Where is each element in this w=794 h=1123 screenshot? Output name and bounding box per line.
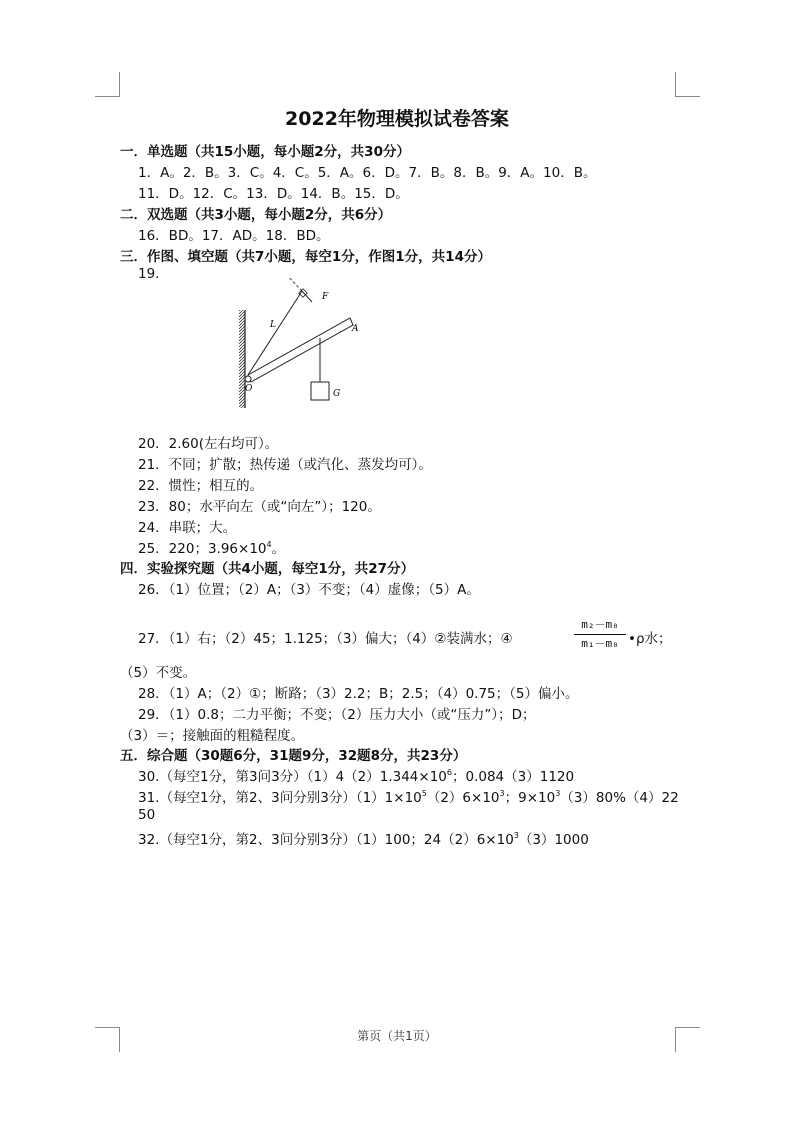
answers-11-15: 11．D。12．C。13．D。14．B。15．D。	[138, 186, 409, 202]
answer-21: 21．不同；扩散；热传递（或汽化、蒸发均可）。	[138, 457, 432, 473]
question-19-label: 19.	[138, 266, 160, 282]
answer-30	[138, 765, 574, 785]
answer-32-t1: 32.（每空1分，第2、3问分别3分）（1）100；24（2）6×10	[138, 832, 514, 848]
answer-31-e1: 5	[421, 789, 427, 798]
answer-23: 23．80；水平向左（或“向左”）；120。	[138, 499, 381, 515]
label-A: A	[352, 324, 359, 334]
lever-diagram	[230, 278, 370, 413]
page-footer: 第页（共1页）	[357, 1029, 437, 1043]
label-F: F	[322, 292, 329, 302]
crop-mark-top-right	[675, 72, 700, 97]
answer-32-t2: （3）1000	[518, 832, 589, 848]
answer-30-end: ；0.084（3）1120	[452, 769, 575, 785]
answer-31-e3: 3	[555, 789, 561, 798]
answer-20: 20．2.60(左右均可）。	[138, 436, 279, 452]
answer-31-t2: （2）6×10	[426, 790, 500, 806]
section-comprehensive: 五．综合题（30题6分，31题9分，32题8分，共23分）	[120, 748, 467, 764]
answer-32	[138, 828, 589, 848]
answer-28: 28．（1）A；（2）①；断路；（3）2.2；B；2.5；（4）0.75；（5）偏小。	[138, 686, 579, 702]
answer-30-exponent: 6	[446, 768, 452, 777]
label-G: G	[333, 389, 341, 399]
answer-22: 22．惯性；相互的。	[138, 478, 264, 494]
answer-27	[138, 627, 513, 647]
answers-1-10: 1．A。2．B。3．C。4．C。5．A。6．D。7．B。8．B。9．A。10．B。	[138, 165, 597, 181]
answer-27-text: 27．（1）右；（2）45；1.125；（3）偏大；（4）②装满水；④	[138, 631, 513, 647]
answer-27-tail: •ρ水；	[628, 631, 672, 647]
fraction-denominator: m₁－m₀	[581, 637, 619, 650]
section-single-choice: 一．单选题（共15小题，每小题2分，共30分）	[120, 144, 410, 160]
answer-32-e1: 3	[513, 831, 519, 840]
force-line-extension	[285, 278, 302, 291]
section-experiment: 四．实验探究题（共4小题，每空1分，共27分）	[120, 561, 415, 577]
label-O: O	[245, 384, 253, 394]
answer-31-t4: （3）80%（4）22	[560, 790, 679, 806]
density-fraction	[574, 617, 626, 652]
label-L: L	[270, 320, 276, 330]
answers-16-18: 16．BD。17．AD。18．BD。	[138, 228, 330, 244]
pivot-O	[245, 376, 251, 382]
answer-25	[138, 537, 285, 557]
section-double-choice: 二．双选题（共3小题，每小题2分，共6分）	[120, 207, 392, 223]
answer-26: 26．（1）位置；（2）A；（3）不变；（4）虚像；（5）A。	[138, 582, 480, 598]
answer-31-e2: 3	[499, 789, 505, 798]
answer-30-text: 30.（每空1分，第3问3分）（1）4（2）1.344×10	[138, 769, 447, 785]
crop-mark-top-left	[95, 72, 120, 97]
answer-31	[138, 786, 679, 806]
answer-29: 29．（1）0.8；二力平衡；不变；（2）压力大小（或“压力”）；D；	[138, 707, 536, 723]
section-drawing-fill: 三．作图、填空题（共7小题，每空1分，作图1分，共14分）	[120, 249, 491, 265]
fraction-numerator: m₂－m₀	[581, 618, 619, 631]
page-title: 2022年物理模拟试卷答案	[285, 108, 509, 130]
answer-31-t1: 31.（每空1分，第2、3问分别3分）（1）1×10	[138, 790, 422, 806]
answer-24: 24．串联；大。	[138, 520, 237, 536]
answer-29-part3: （3）＝；接触面的粗糙程度。	[120, 728, 305, 744]
answer-25-text: 25．220；3.96×10	[138, 541, 267, 557]
answer-31-wrap: 50	[138, 807, 156, 823]
answer-27-part5: （5）不变。	[120, 665, 197, 681]
answer-25-exponent: 4	[266, 540, 272, 549]
answer-31-t3: ；9×10	[504, 790, 556, 806]
answer-25-end: 。	[271, 541, 286, 557]
weight-G	[311, 382, 329, 400]
